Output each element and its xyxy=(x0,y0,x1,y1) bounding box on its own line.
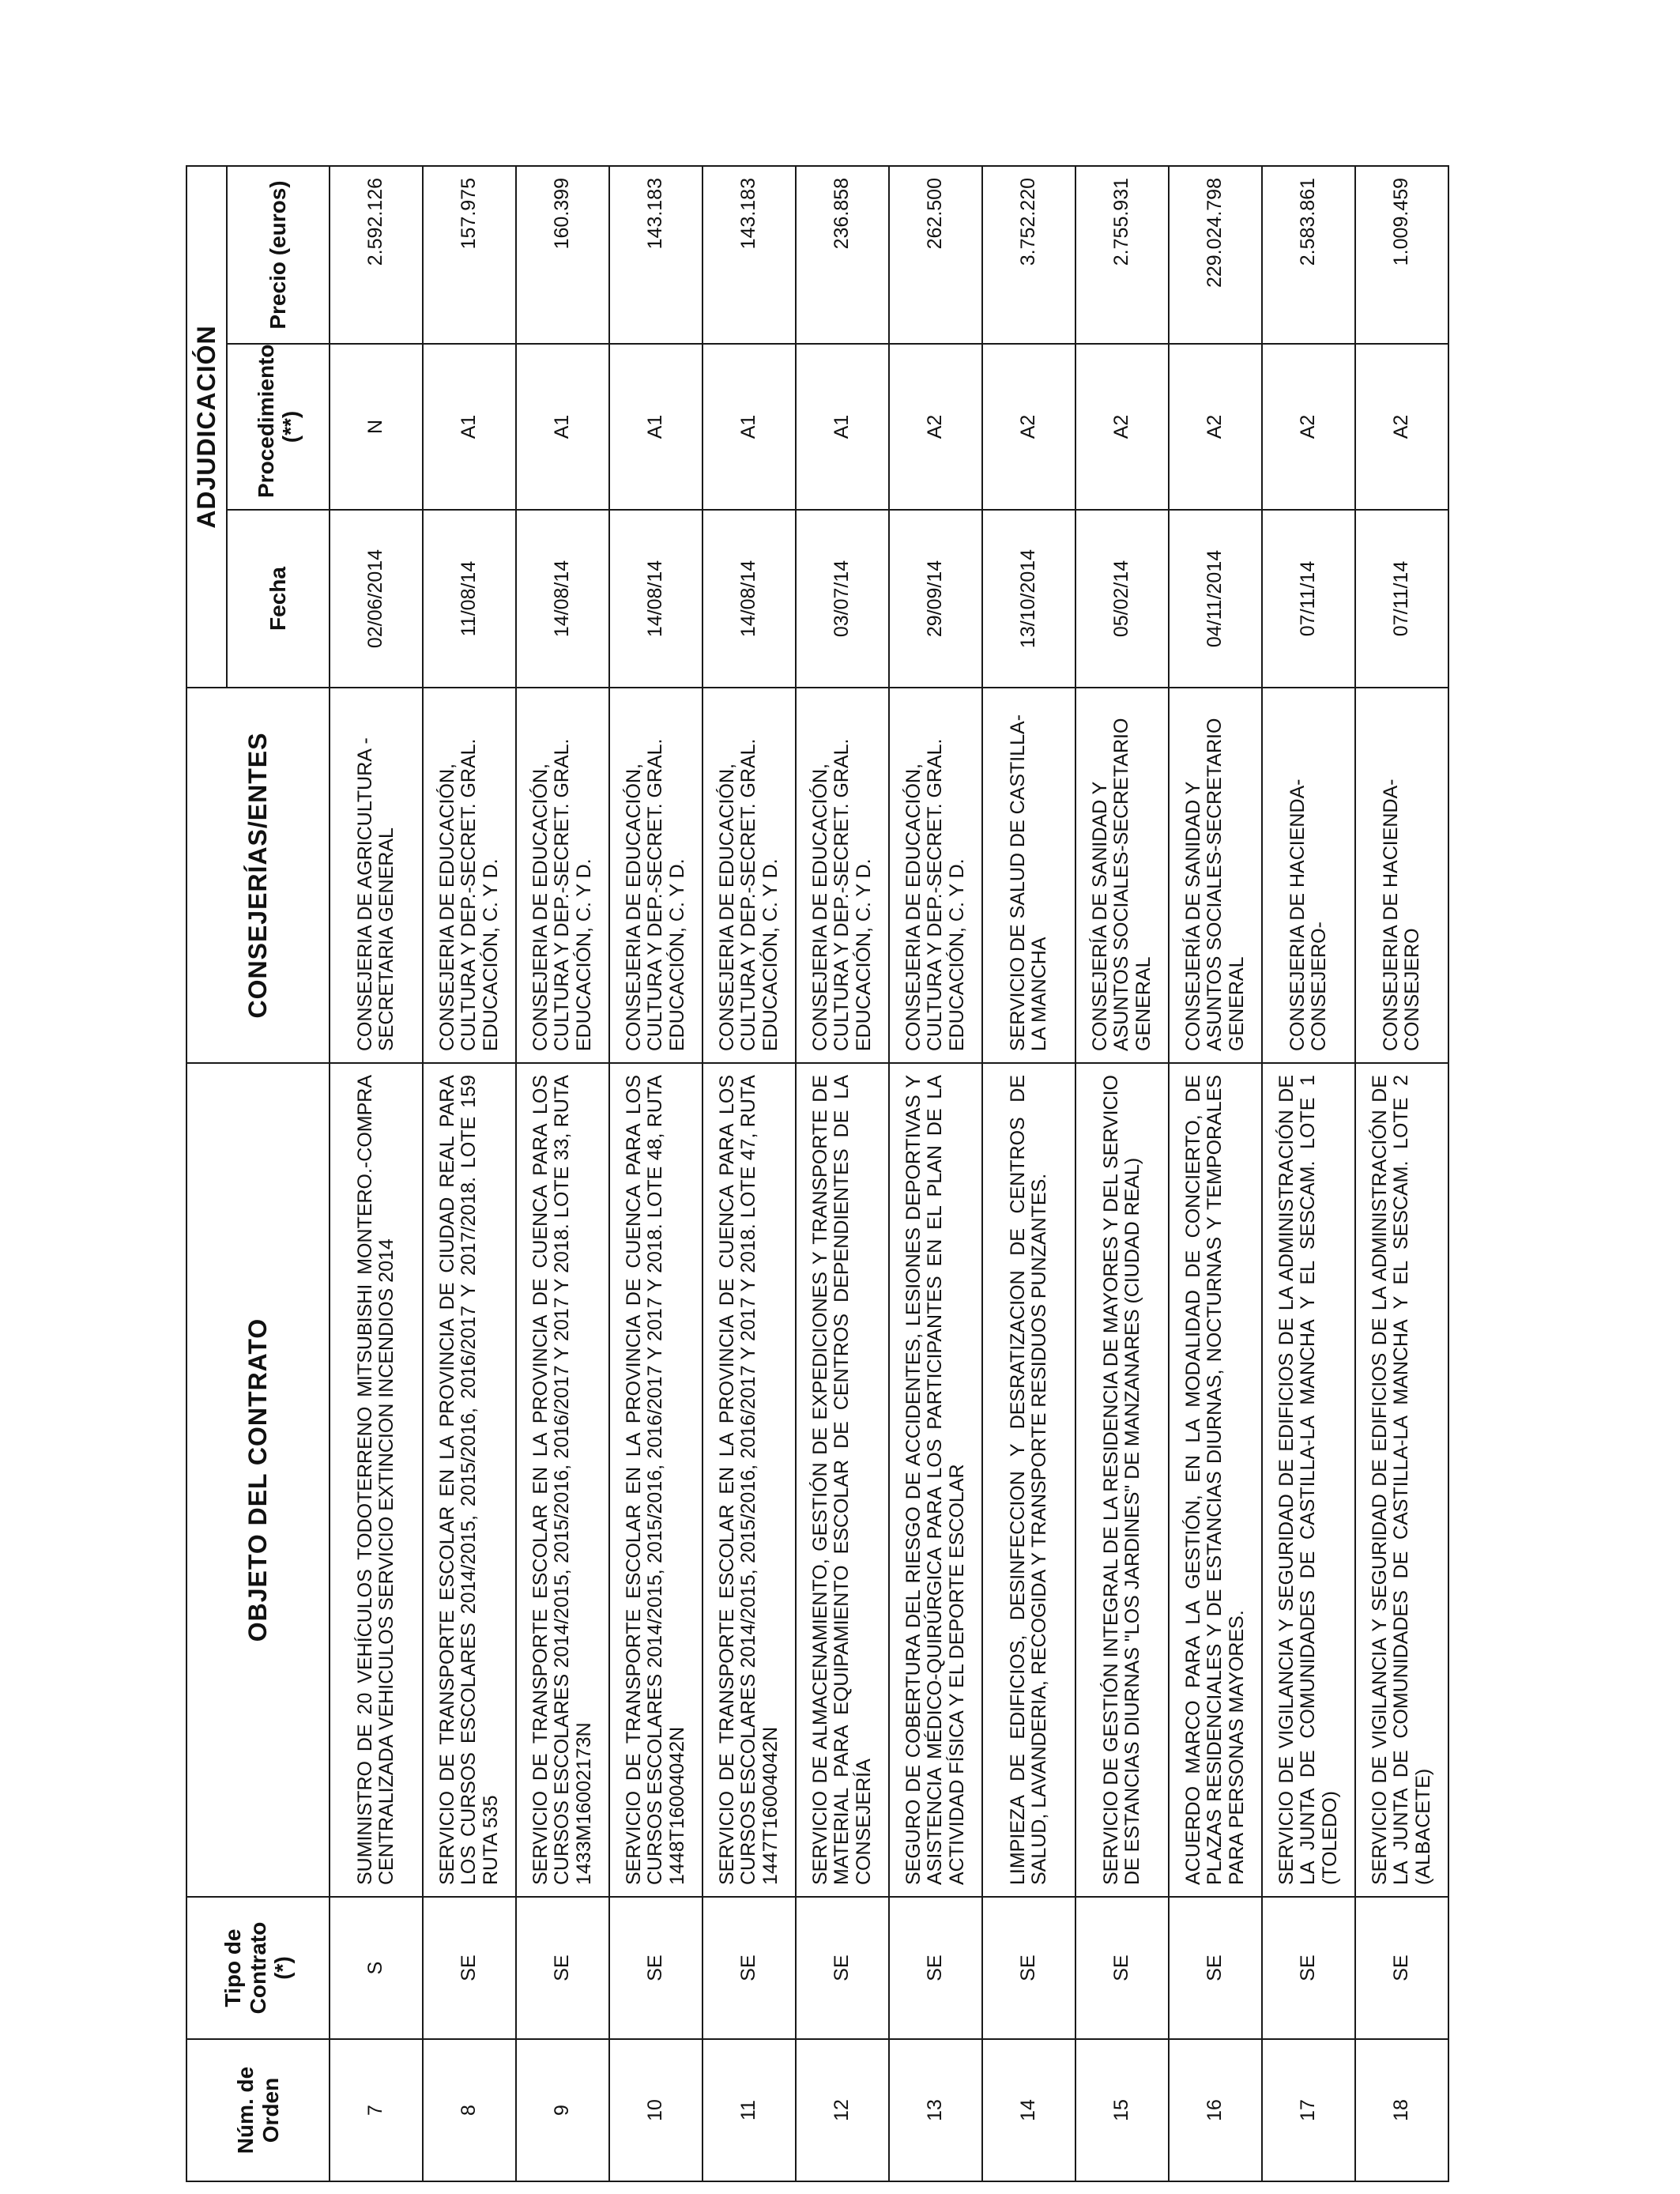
row-fecha-cell: 07/11/14 xyxy=(1355,510,1448,688)
header-precio: Precio (euros) xyxy=(227,166,330,344)
table-row xyxy=(703,166,796,2181)
row-fecha-cell: 11/08/14 xyxy=(423,510,516,688)
row-precio-cell: 236.858 xyxy=(796,166,889,344)
row-num-cell: 12 xyxy=(796,2039,889,2181)
contracts-table xyxy=(186,165,1449,2182)
row-objeto-cell: SERVICIO DE VIGILANCIA Y SEGURIDAD DE EDIFICIOS DE LA ADMINISTRACIÓN DE LA JUNTA DE COMUNIDADES DE CASTILLA-LA MANCHA Y EL SESCAM. LOTE 2 (ALBACETE) xyxy=(1355,1063,1448,1897)
row-num-cell: 11 xyxy=(703,2039,796,2181)
row-procedimiento-cell: A1 xyxy=(609,344,703,510)
row-fecha-cell: 14/08/14 xyxy=(703,510,796,688)
table-row xyxy=(1075,166,1169,2181)
row-procedimiento-cell: A2 xyxy=(1075,344,1169,510)
row-procedimiento-cell: A1 xyxy=(516,344,609,510)
row-consejeria-cell: CONSEJERIA DE EDUCACIÓN, CULTURA Y DEP.-SECRET. GRAL. EDUCACIÓN, C. Y D. xyxy=(516,688,609,1063)
row-precio-cell: 229.024.798 xyxy=(1169,166,1262,344)
row-fecha-cell: 29/09/14 xyxy=(889,510,982,688)
row-consejeria-cell: CONSEJERIA DE HACIENDA-CONSEJERO xyxy=(1355,688,1448,1063)
row-num-cell: 7 xyxy=(330,2039,423,2181)
row-procedimiento-cell: N xyxy=(330,344,423,510)
row-precio-cell: 143.183 xyxy=(703,166,796,344)
row-objeto-cell: SERVICIO DE TRANSPORTE ESCOLAR EN LA PROVINCIA DE CUENCA PARA LOS CURSOS ESCOLARES 2014/2015, 2015/2016, 2016/2017 Y 2017 Y 2018. LOTE 47, RUTA 1447T16004042N xyxy=(703,1063,796,1897)
row-tipo-cell: SE xyxy=(1262,1897,1355,2039)
table-row xyxy=(1169,166,1262,2181)
table-row xyxy=(1262,166,1355,2181)
row-consejeria-cell: SERVICIO DE SALUD DE CASTILLA-LA MANCHA xyxy=(982,688,1075,1063)
header-objeto-contrato: OBJETO DEL CONTRATO xyxy=(186,1063,330,1897)
row-precio-cell: 262.500 xyxy=(889,166,982,344)
row-fecha-cell: 02/06/2014 xyxy=(330,510,423,688)
row-fecha-cell: 04/11/2014 xyxy=(1169,510,1262,688)
row-num-cell: 15 xyxy=(1075,2039,1169,2181)
row-fecha-cell: 05/02/14 xyxy=(1075,510,1169,688)
table-row xyxy=(330,166,423,2181)
table-header xyxy=(186,166,330,2181)
row-objeto-cell: SERVICIO DE TRANSPORTE ESCOLAR EN LA PROVINCIA DE CUENCA PARA LOS CURSOS ESCOLARES 2014/2015, 2015/2016, 2016/2017 Y 2017 Y 2018. LOTE 48, RUTA 1448T16004042N xyxy=(609,1063,703,1897)
row-tipo-cell: SE xyxy=(1355,1897,1448,2039)
row-precio-cell: 2.583.861 xyxy=(1262,166,1355,344)
row-tipo-cell: SE xyxy=(982,1897,1075,2039)
row-consejeria-cell: CONSEJERÍA DE SANIDAD Y ASUNTOS SOCIALES-SECRETARIO GENERAL xyxy=(1169,688,1262,1063)
row-tipo-cell: SE xyxy=(1075,1897,1169,2039)
table-row xyxy=(796,166,889,2181)
header-fecha: Fecha xyxy=(227,510,330,688)
row-num-cell: 16 xyxy=(1169,2039,1262,2181)
row-fecha-cell: 14/08/14 xyxy=(516,510,609,688)
row-tipo-cell: SE xyxy=(796,1897,889,2039)
row-consejeria-cell: CONSEJERÍA DE SANIDAD Y ASUNTOS SOCIALES-SECRETARIO GENERAL xyxy=(1075,688,1169,1063)
row-objeto-cell: SERVICIO DE VIGILANCIA Y SEGURIDAD DE EDIFICIOS DE LA ADMINISTRACIÓN DE LA JUNTA DE COMUNIDADES DE CASTILLA-LA MANCHA Y EL SESCAM. LOTE 1 (TOLEDO) xyxy=(1262,1063,1355,1897)
row-num-cell: 18 xyxy=(1355,2039,1448,2181)
row-precio-cell: 2.755.931 xyxy=(1075,166,1169,344)
row-fecha-cell: 13/10/2014 xyxy=(982,510,1075,688)
table-row xyxy=(1355,166,1448,2181)
row-precio-cell: 1.009.459 xyxy=(1355,166,1448,344)
row-procedimiento-cell: A2 xyxy=(1262,344,1355,510)
row-objeto-cell: SUMINISTRO DE 20 VEHÍCULOS TODOTERRENO MITSUBISHI MONTERO.-COMPRA CENTRALIZADA VEHICULOS SERVICIO EXTINCION INCENDIOS 2014 xyxy=(330,1063,423,1897)
row-num-cell: 17 xyxy=(1262,2039,1355,2181)
row-consejeria-cell: CONSEJERIA DE EDUCACIÓN, CULTURA Y DEP.-SECRET. GRAL. EDUCACIÓN, C. Y D. xyxy=(423,688,516,1063)
row-tipo-cell: S xyxy=(330,1897,423,2039)
row-procedimiento-cell: A2 xyxy=(889,344,982,510)
row-consejeria-cell: CONSEJERIA DE HACIENDA-CONSEJERO- xyxy=(1262,688,1355,1063)
row-consejeria-cell: CONSEJERIA DE EDUCACIÓN, CULTURA Y DEP.-SECRET. GRAL. EDUCACIÓN, C. Y D. xyxy=(796,688,889,1063)
row-fecha-cell: 03/07/14 xyxy=(796,510,889,688)
table-row xyxy=(609,166,703,2181)
row-consejeria-cell: CONSEJERIA DE AGRICULTURA - SECRETARIA GENERAL xyxy=(330,688,423,1063)
row-precio-cell: 143.183 xyxy=(609,166,703,344)
row-objeto-cell: SERVICIO DE TRANSPORTE ESCOLAR EN LA PROVINCIA DE CUENCA PARA LOS CURSOS ESCOLARES 2014/2015, 2015/2016, 2016/2017 Y 2017 Y 2018. LOTE 33, RUTA 1433M16002173N xyxy=(516,1063,609,1897)
row-procedimiento-cell: A1 xyxy=(796,344,889,510)
header-adjudicacion: ADJUDICACIÓN xyxy=(186,166,227,688)
row-objeto-cell: SEGURO DE COBERTURA DEL RIESGO DE ACCIDENTES, LESIONES DEPORTIVAS Y ASISTENCIA MÉDICO-QUIRÚRGICA PARA LOS PARTICIPANTES EN EL PLAN DE LA ACTIVIDAD FÍSICA Y EL DEPORTE ESCOLAR xyxy=(889,1063,982,1897)
row-consejeria-cell: CONSEJERIA DE EDUCACIÓN, CULTURA Y DEP.-SECRET. GRAL. EDUCACIÓN, C. Y D. xyxy=(609,688,703,1063)
table-row xyxy=(889,166,982,2181)
row-num-cell: 14 xyxy=(982,2039,1075,2181)
row-num-cell: 9 xyxy=(516,2039,609,2181)
row-procedimiento-cell: A2 xyxy=(982,344,1075,510)
row-procedimiento-cell: A2 xyxy=(1355,344,1448,510)
row-tipo-cell: SE xyxy=(889,1897,982,2039)
row-procedimiento-cell: A1 xyxy=(703,344,796,510)
header-tipo-contrato: Tipo de Contrato (*) xyxy=(186,1897,330,2039)
row-precio-cell: 2.592.126 xyxy=(330,166,423,344)
row-tipo-cell: SE xyxy=(703,1897,796,2039)
row-tipo-cell: SE xyxy=(609,1897,703,2039)
header-num-orden: Núm. de Orden xyxy=(186,2039,330,2181)
row-precio-cell: 3.752.220 xyxy=(982,166,1075,344)
row-fecha-cell: 14/08/14 xyxy=(609,510,703,688)
table-row xyxy=(516,166,609,2181)
row-precio-cell: 157.975 xyxy=(423,166,516,344)
row-tipo-cell: SE xyxy=(423,1897,516,2039)
row-objeto-cell: LIMPIEZA DE EDIFICIOS, DESINFECCION Y DESRATIZACION DE CENTROS DE SALUD, LAVANDERIA, RECOGIDA Y TRANSPORTE RESIDUOS PUNZANTES. xyxy=(982,1063,1075,1897)
row-num-cell: 10 xyxy=(609,2039,703,2181)
row-precio-cell: 160.399 xyxy=(516,166,609,344)
row-procedimiento-cell: A1 xyxy=(423,344,516,510)
table-row xyxy=(982,166,1075,2181)
header-consejerias: CONSEJERÍAS/ENTES xyxy=(186,688,330,1063)
row-objeto-cell: SERVICIO DE TRANSPORTE ESCOLAR EN LA PROVINCIA DE CIUDAD REAL PARA LOS CURSOS ESCOLARES 2014/2015, 2015/2016, 2016/2017 Y 2017/2018. LOTE 159 RUTA 535 xyxy=(423,1063,516,1897)
row-consejeria-cell: CONSEJERIA DE EDUCACIÓN, CULTURA Y DEP.-SECRET. GRAL. EDUCACIÓN, C. Y D. xyxy=(703,688,796,1063)
header-procedimiento: Procedimiento (**) xyxy=(227,344,330,510)
table-body xyxy=(330,166,1448,2181)
row-consejeria-cell: CONSEJERIA DE EDUCACIÓN, CULTURA Y DEP.-SECRET. GRAL. EDUCACIÓN, C. Y D. xyxy=(889,688,982,1063)
row-num-cell: 8 xyxy=(423,2039,516,2181)
row-num-cell: 13 xyxy=(889,2039,982,2181)
row-objeto-cell: SERVICIO DE GESTIÓN INTEGRAL DE LA RESIDENCIA DE MAYORES Y DEL SERVICIO DE ESTANCIAS DIURNAS "LOS JARDINES" DE MANZANARES (CIUDAD REAL) xyxy=(1075,1063,1169,1897)
row-objeto-cell: ACUERDO MARCO PARA LA GESTIÓN, EN LA MODALIDAD DE CONCIERTO, DE PLAZAS RESIDENCIALES Y DE ESTANCIAS DIURNAS, NOCTURNAS Y TEMPORALES PARA PERSONAS MAYORES. xyxy=(1169,1063,1262,1897)
table-row xyxy=(423,166,516,2181)
row-fecha-cell: 07/11/14 xyxy=(1262,510,1355,688)
row-objeto-cell: SERVICIO DE ALMACENAMIENTO, GESTIÓN DE EXPEDICIONES Y TRANSPORTE DE MATERIAL PARA EQUIPAMIENTO ESCOLAR DE CENTROS DEPENDIENTES DE LA CONSEJERÍA xyxy=(796,1063,889,1897)
row-tipo-cell: SE xyxy=(1169,1897,1262,2039)
row-tipo-cell: SE xyxy=(516,1897,609,2039)
row-procedimiento-cell: A2 xyxy=(1169,344,1262,510)
